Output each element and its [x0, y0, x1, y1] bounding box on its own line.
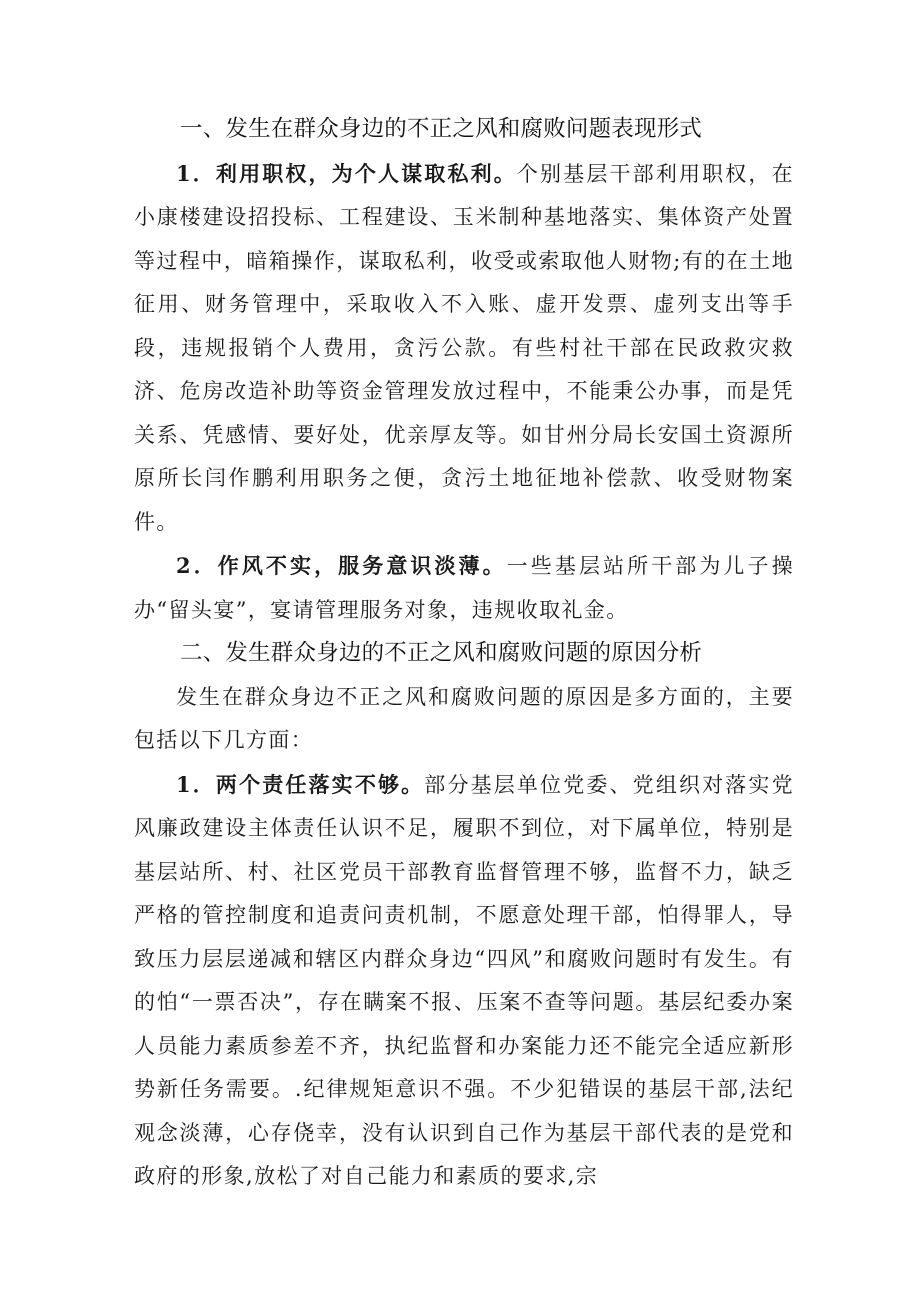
paragraph-text: 个别基层干部利用职权，在小康楼建设招投标、工程建设、玉米制种基地落实、集体资产处置等过程中，暗箱操作，谋取私利，收受或索取他人财物;有的在土地征用、财务管理中，采取收入不入账、虚开发票、虚列支出等手段，违规报销个人费用，贪污公款。有些村社干部在民政救灾救济、危房改造补助等资金管理发放过程中，不能秉公办事，而是凭关系、凭感情、要好处，优亲厚友等。如甘州分局长安国土资源所原所长闫作鹏利用职务之便，贪污土地征地补偿款、收受财物案件。	[134, 161, 794, 534]
paragraph-responsibility	[134, 763, 794, 1199]
section-heading-1: 一、发生在群众身边的不正之风和腐败问题表现形式	[180, 116, 703, 142]
paragraph-lead: 1．利用职权，为个人谋取私利。	[176, 160, 517, 186]
section-heading-2: 二、发生群众身边的不正之风和腐败问题的原因分析	[180, 640, 703, 666]
paragraph-text: 一些基层站所干部为儿子操办“留头宴”，宴请管理服务对象，违规收取礼金。	[134, 554, 794, 622]
paragraph-text: 部分基层单位党委、党组织对落实党风廉政建设主体责任认识不足，履职不到位，对下属单位，特别是基层站所、村、社区党员干部教育监督管理不够，监督不力，缺乏严格的管控制度和追责问责机制，不愿意处理干部，怕得罪人，导致压力层层递减和辖区内群众身边“四风”和腐败问题时有发生。有的怕“一票否决”，存在瞒案不报、压案不查等问题。基层纪委办案人员能力素质参差不齐，执纪监督和办案能力还不能完全适应新形势新任务需要。.纪律规矩意识不强。不少犯错误的基层干部,法纪观念淡薄，心存侥幸，没有认识到自己作为基层干部代表的是党和政府的形象,放松了对自己能力和素质的要求,宗	[134, 772, 794, 1188]
document-body	[134, 108, 794, 1199]
paragraph-lead: 2．作风不实，服务意识淡薄。	[176, 553, 507, 578]
paragraph-abuse-of-power	[134, 152, 794, 545]
paragraph-work-style	[134, 544, 794, 632]
paragraph-text: 发生在群众身边不正之风和腐败问题的原因是多方面的，主要包括以下几方面：	[134, 684, 794, 752]
paragraph-cause-intro	[134, 676, 794, 763]
paragraph-lead: 1．两个责任落实不够。	[176, 771, 425, 797]
